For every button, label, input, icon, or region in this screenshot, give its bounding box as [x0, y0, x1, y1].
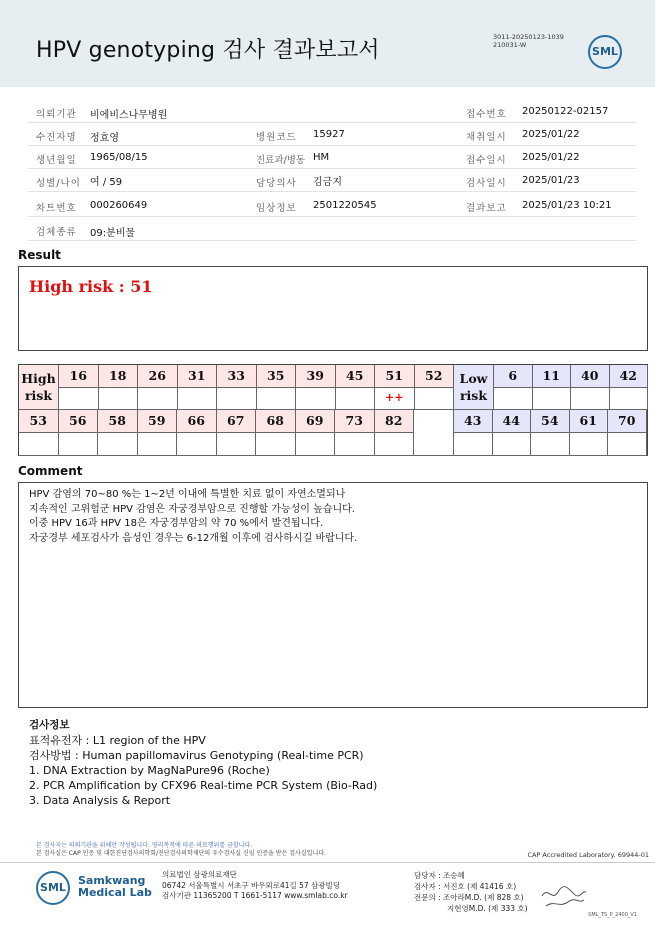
doctor-label: 담당의사 [256, 178, 297, 189]
lab-name [78, 875, 152, 899]
high-risk-genotype: 35 [257, 365, 297, 388]
genotype-result-cell [570, 433, 609, 456]
result-box [18, 266, 648, 351]
lab-name-line1: Samkwang [78, 874, 146, 887]
sex-age-value: 여 / 59 [90, 177, 123, 188]
staff-line: 지현영M.D. (제 333 호) [447, 904, 528, 913]
comment-line: 자궁경부 세포검사가 음성인 경우는 6-12개월 이후에 검사하시길 바랍니다. [29, 532, 358, 544]
high-risk-genotype: 33 [217, 365, 257, 388]
cap-accreditation: CAP Accredited Laboratory. 69944-01 [527, 851, 649, 859]
comment-heading: Comment [18, 464, 83, 478]
exam-method: 검사방법 : Human papillomavirus Genotyping (Real-time PCR) [29, 749, 364, 762]
staff-line: 담당자 : 조승혜 [414, 871, 465, 880]
receive-date-label: 접수일시 [466, 155, 507, 166]
result-heading: Result [18, 248, 61, 262]
high-risk-genotype: 26 [138, 365, 178, 388]
report-title: HPV genotyping 검사 결과보고서 [36, 38, 380, 63]
sml-logo-icon: SML [588, 35, 622, 69]
collect-date-label: 채취일시 [466, 132, 507, 143]
genotype-result-cell [296, 433, 336, 456]
chart-no-label: 차트번호 [36, 203, 77, 214]
genotype-result-cell [217, 433, 257, 456]
genotype-result-cell [494, 388, 533, 410]
high-risk-genotype: 45 [336, 365, 376, 388]
high-risk-genotype: 68 [256, 410, 296, 433]
genotype-result-cell [454, 433, 493, 456]
low-risk-genotype: 61 [570, 410, 609, 433]
form-number: SML_TS_P_2400_V1 [588, 912, 637, 918]
genotype-result-cell [531, 433, 570, 456]
chart-no-value: 000260649 [90, 200, 148, 211]
address: 06742 서울특별시 서초구 바우뫼로41길 57 삼광빌딩 [162, 880, 341, 890]
hospital-code-value: 15927 [313, 129, 345, 140]
genotype-result-mark [178, 388, 218, 410]
receipt-no-label: 접수번호 [466, 109, 507, 120]
signature-icon [540, 882, 588, 910]
footer-note-line1: 본 검사지는 의뢰기관을 위해만 작성됩니다. 영리목적에 따른 의료행위를 금합니다. [36, 842, 253, 849]
comment-line: 이중 HPV 16과 HPV 18은 자궁경부암의 약 70 %에서 발견됩니다. [29, 518, 324, 529]
info-row [28, 169, 636, 192]
clinical-label: 임상정보 [256, 203, 297, 214]
genotype-result-mark [336, 388, 376, 410]
dept-label: 진료과/병동 [256, 155, 306, 166]
genotype-result-cell [256, 433, 296, 456]
low-risk-label [454, 365, 494, 410]
comment-line: 지속적인 고위험군 HPV 감염은 자궁경부암으로 진행할 가능성이 높습니다. [29, 503, 355, 515]
info-row [28, 100, 636, 123]
high-risk-genotype: 67 [217, 410, 257, 433]
genotype-result-mark: ++ [375, 388, 415, 410]
staff-line: 검사자 : 서진호 (제 41416 호) [414, 882, 517, 891]
high-risk-genotype: 39 [296, 365, 336, 388]
high-risk-genotype: 52 [415, 365, 455, 388]
high-risk-genotype: 66 [177, 410, 217, 433]
contact: 검사기관 11365200 T 1661-5117 www.smlab.co.kr [162, 891, 348, 900]
info-row [28, 194, 636, 217]
report-label: 결과보고 [466, 203, 507, 214]
high-risk-genotype: 56 [59, 410, 99, 433]
sex-age-label: 성별/나이 [36, 178, 81, 189]
exam-target: 표적유전자 : L1 region of the HPV [29, 734, 206, 747]
document-id-line1: 3011-20250123-1039 [493, 33, 564, 41]
specimen-label: 검체종류 [36, 227, 77, 238]
test-date-label: 검사일시 [466, 178, 507, 189]
low-risk-genotype: 42 [610, 365, 649, 388]
genotype-result-cell [138, 433, 178, 456]
genotype-result-cell [19, 433, 59, 456]
genotype-result-mark [99, 388, 139, 410]
receipt-no-value: 20250122-02157 [522, 106, 609, 117]
info-row [28, 146, 636, 169]
doctor-value: 김금지 [313, 177, 342, 188]
high-risk-label [19, 365, 59, 410]
genotype-result-cell [177, 433, 217, 456]
institution-value: 비에비스나무병원 [90, 110, 168, 121]
footer-note [36, 842, 326, 858]
lab-address [162, 870, 348, 902]
patient-label: 수진자명 [36, 132, 77, 143]
low-risk-genotype: 6 [494, 365, 533, 388]
genotype-result-cell [375, 433, 415, 456]
low-risk-label-line2: risk [459, 388, 488, 403]
staff-line: 전문의 : 조아라M.D. (제 828 호) [414, 893, 524, 902]
receive-date-value: 2025/01/22 [522, 152, 580, 163]
foundation-name: 의료법인 삼광의료재단 [162, 870, 237, 879]
high-risk-genotype: 53 [19, 410, 59, 433]
genotype-grid [18, 364, 648, 456]
high-risk-label-line2: risk [24, 388, 53, 403]
patient-value: 정효영 [90, 133, 119, 144]
dept-value: HM [313, 152, 330, 163]
genotype-result-cell [533, 388, 572, 410]
clinical-value: 2501220545 [313, 200, 377, 211]
birth-label: 생년월일 [36, 155, 77, 166]
low-risk-genotype: 11 [533, 365, 572, 388]
low-risk-genotype: 43 [454, 410, 493, 433]
result-text: High risk : 51 [29, 277, 153, 296]
genotype-result-cell [571, 388, 610, 410]
document-id-line2: 210031-W [493, 41, 527, 49]
high-risk-genotype: 82 [375, 410, 415, 433]
high-risk-genotype: 59 [138, 410, 178, 433]
low-risk-genotype: 44 [493, 410, 532, 433]
genotype-result-cell [98, 433, 138, 456]
institution-label: 의뢰기관 [36, 109, 77, 120]
footer-note-line2: 본 검사실은 CAP 인증 및 대한진단검사의학회/진단검사의학재단의 우수검사실 신임 인증을 받은 검사실입니다. [36, 850, 326, 857]
low-risk-genotype: 70 [608, 410, 647, 433]
genotype-result-mark [138, 388, 178, 410]
genotype-result-mark [217, 388, 257, 410]
high-risk-label-line1: High [21, 371, 56, 386]
high-risk-genotype: 31 [178, 365, 218, 388]
lab-name-line2: Medical Lab [78, 886, 152, 899]
genotype-result-mark [415, 388, 455, 410]
collect-date-value: 2025/01/22 [522, 129, 580, 140]
genotype-result-cell [493, 433, 532, 456]
samkwang-logo-icon: SML [36, 871, 70, 905]
info-row [28, 123, 636, 146]
exam-info-heading: 검사정보 [29, 719, 70, 731]
high-risk-genotype: 18 [99, 365, 139, 388]
genotype-result-cell [610, 388, 649, 410]
high-risk-genotype: 73 [335, 410, 375, 433]
exam-step: 2. PCR Amplification by CFX96 Real-time PCR System (Bio-Rad) [29, 779, 378, 792]
genotype-result-cell [608, 433, 647, 456]
specimen-value: 09:분비물 [90, 228, 136, 239]
exam-info [29, 718, 377, 808]
hospital-code-label: 병원코드 [256, 132, 297, 143]
lab-staff [414, 870, 528, 914]
high-risk-genotype: 51 [375, 365, 415, 388]
low-risk-label-line1: Low [459, 371, 488, 386]
comment-box [18, 482, 648, 708]
low-risk-genotype: 40 [571, 365, 610, 388]
exam-step: 3. Data Analysis & Report [29, 794, 171, 807]
low-risk-genotype: 54 [531, 410, 570, 433]
genotype-result-mark [296, 388, 336, 410]
document-id [493, 33, 564, 49]
genotype-result-mark [257, 388, 297, 410]
genotype-result-cell [335, 433, 375, 456]
test-date-value: 2025/01/23 [522, 175, 580, 186]
birth-value: 1965/08/15 [90, 152, 148, 163]
report-header [0, 0, 655, 87]
comment-line: HPV 감염의 70~80 %는 1~2년 이내에 특별한 치료 없이 자연소멸되나 [29, 489, 346, 500]
exam-step: 1. DNA Extraction by MagNaPure96 (Roche) [29, 764, 270, 777]
info-row [28, 218, 636, 241]
genotype-result-mark [59, 388, 99, 410]
high-risk-genotype: 69 [296, 410, 336, 433]
high-risk-genotype: 58 [98, 410, 138, 433]
blank-cell [414, 410, 454, 456]
footer-divider [0, 862, 655, 863]
high-risk-genotype: 16 [59, 365, 99, 388]
genotype-result-cell [59, 433, 99, 456]
report-value: 2025/01/23 10:21 [522, 200, 612, 211]
